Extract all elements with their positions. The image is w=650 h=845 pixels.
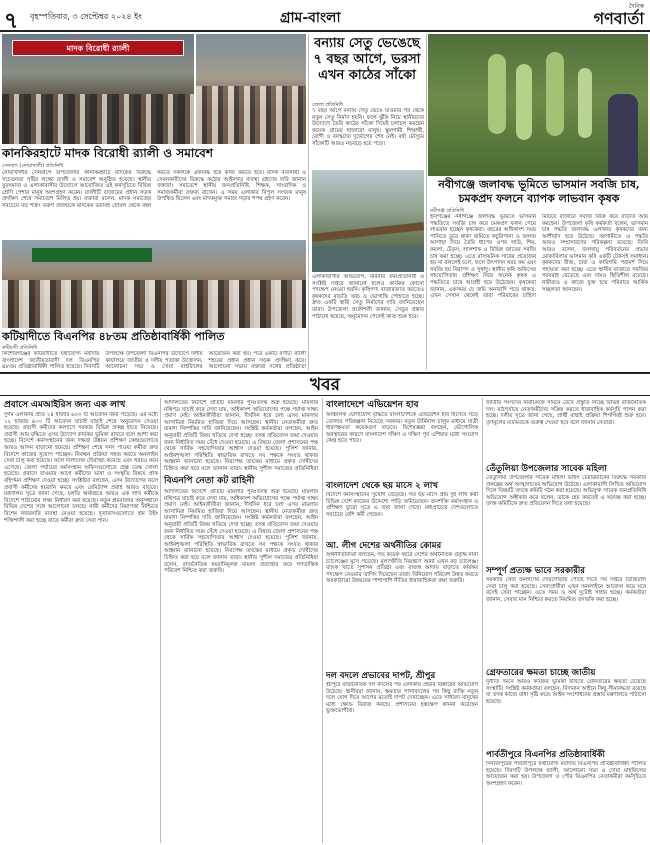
news-col4-sub2-body: সরকারি সেবা জনগণের দোরগোড়ায় পৌঁছে দিতে সব দপ্তরে ডিজিটাল সেবা চালু করা হয়েছে। সেবাপ্রার্থীরা এখন অনলাইনে আবেদন করে ঘরে বসেই সেবা পাচ্ছেন। এতে সময় ও অর্থ দুটোই সাশ্রয় হচ্ছে। কর্মকর্তারা জানান, সেবার মান নিশ্চিত করতে নিয়মিত তদারকি করা হচ্ছে। <box>486 577 646 603</box>
gourd-2 <box>516 64 532 140</box>
news-col3-sub2-headline: আ. লীগ দেশের অর্থনীতির কোমর <box>326 541 442 551</box>
column-divider <box>322 398 323 843</box>
news-col2-lead: আদালতের নির্দেশে প্রতিটি মামলার পুনঃতদন্ত শুরু হয়েছে। মামলার নথিপত্র যাচাই করে দেখা যায়, অধিকাংশ অভিযোগের পক্ষে পর্যাপ্ত সাক্ষ্য প্রমাণ নেই। আইনজীবীরা জানান, দীর্ঘদিন ধরে চলা এসব মামলায় আসামিরা নিয়মিত হাজিরা দিয়ে আসছেন। স্থানীয় নেতাকর্মীরা দ্রুত মামলা নিষ্পত্তির দাবি জানিয়েছেন। সংশ্লিষ্ট কর্মকর্তারা বলছেন, আইন অনুযায়ী প্রতিটি বিষয় খতিয়ে দেখা হচ্ছে। তদন্ত প্রতিবেদন জমা দেওয়ার জন্য নির্ধারিত সময় বেঁধে দেওয়া হয়েছে। এ বিষয়ে জেলা প্রশাসনের পক্ষ থেকে সার্বিক সহযোগিতার আশ্বাস দেওয়া হয়েছে। পুলিশ জানায়, আইনশৃঙ্খলা পরিস্থিতি স্বাভাবিক রাখতে সব পক্ষকে সংযত থাকার আহ্বান জানানো হয়েছে। নিরপেক্ষ তদন্তের মাধ্যমে প্রকৃত দোষীদের চিহ্নিত করা হবে বলে জানান তারা। স্থানীয় সুশীল সমাজের প্রতিনিধিরা <box>164 400 318 472</box>
rally-photo <box>2 34 194 144</box>
news-col4-sub4-headline: পার্বতীপুরে বিএনপির প্রতিষ্ঠাবার্ষিকী <box>486 750 605 760</box>
bridge-body-bottom: এলাকাবাসীর অভিযোগ, বারবার জনপ্রতিনিধি ও সংশ্লিষ্ট দপ্তরে জানানো হলেও কার্যকর কোনো পদক্ষেপ নেওয়া হয়নি। কৃষিপণ্য বাজারজাত করতেও কৃষকদের বাড়তি খরচ ও ভোগান্তি পোহাতে হচ্ছে। দ্রুত একটি স্থায়ী সেতু নির্মাণের দাবি জানিয়েছেন তারা। উপজেলা প্রকৌশলী জানান, সেতুর প্রস্তাব পাঠানো হয়েছে, অনুমোদন পেলেই কাজ শুরু হবে। <box>312 274 424 320</box>
news-col4-sub1-headline: তেঁতুলিয়া উপজেলার সাবেক মহিলা <box>486 464 607 474</box>
news-col4-sub1-body: তেঁতুলিয়া উপজেলার সাবেক মহিলা ভাইস চেয়ারম্যানের বিরুদ্ধে সরকারি প্রকল্পের অর্থ আত্মসাতের অভিযোগ উঠেছে। এলাকাবাসী লিখিত অভিযোগ দিলে বিষয়টি তদন্তে কমিটি গঠন করা হয়েছে। অভিযুক্ত সাবেক জনপ্রতিনিধি অভিযোগ অস্বীকার করে বলেন, তাকে হেয় করতেই এ ষড়যন্ত্র করা হচ্ছে। তদন্ত কমিটিকে দ্রুত প্রতিবেদন দিতে বলা হয়েছে। <box>486 475 646 508</box>
vegetable-photo <box>428 34 648 176</box>
rally-headline: কানকিরহাটে মাদক বিরোধী র‍্যালী ও সমাবেশ <box>2 146 213 160</box>
news-col4-sub3-headline: গ্রেফতারের ক্ষমতা চাচ্ছে জাতীয় <box>486 668 596 678</box>
bridge-planks <box>312 222 424 242</box>
bridge-byline: জেলা প্রতিনিধি <box>312 102 343 108</box>
bnp-body: কিশোরগঞ্জের কটিয়াদীতে যথাযোগ্য মর্যাদায় বাংলাদেশ জাতীয়তাবাদী দল বিএনপির ৪৮তম প্রতিষ্ঠাবার্ষিকী পালিত হয়েছে। দিবসটি উপলক্ষে উপজেলা বিএনপির উদ্যোগে দলীয় কার্যালয়ে জাতীয় ও দলীয় পতাকা উত্তোলন, আলোচনা সভা ও দোয়া মাহফিলের আয়োজন করা হয়। পরে একটি বর্ণাঢ্য র‍্যালী শহরের প্রধান প্রধান সড়ক প্রদক্ষিণ করে। আলোচনা সভায় বক্তারা দলের প্রতিষ্ঠাতা <box>2 351 306 371</box>
bnp-headline: কটিয়াদীতে বিএনপির ৪৮তম প্রতিষ্ঠাবার্ষিকী পালিত <box>2 330 225 343</box>
bnp-crowd <box>2 280 306 328</box>
bnp-rally-photo <box>2 240 306 328</box>
news-col4-sub4-body: দিনাজপুরের পার্বতীপুরে যথাযোগ্য মর্যাদায় বিএনপির প্রতিষ্ঠাবার্ষিকী পালিত হয়েছে। দিবসটি উপলক্ষে র‍্যালী, আলোচনা সভা ও দোয়া মাহফিলের আয়োজন করা হয়। উপজেলা ও পৌর বিএনপির নেতাকর্মীরা কর্মসূচিতে অংশগ্রহণ করেন। <box>486 761 646 787</box>
news-section-title: খবর <box>310 375 340 395</box>
news-col4-sub2-headline: সম্পূর্ণ প্রত্যক্ষ ভাবে সরকারীর <box>486 566 585 576</box>
news-col3-sub3-headline: দল বদলে প্রভাবের দাপট, শ্রীপুর <box>326 671 436 681</box>
bridge-water <box>312 246 424 272</box>
gourd-4 <box>578 68 592 138</box>
page-header <box>0 0 650 32</box>
rally-crowd-2 <box>196 86 306 144</box>
section-title: গ্রাম-বাংলা <box>280 10 341 26</box>
rally-photo-2 <box>196 34 306 144</box>
news-col4-sub3-body: দুর্নীতি দমনে আরও কার্যকর ভূমিকা রাখতে গ্রেফতারের ক্ষমতা চেয়েছে সংস্থাটি। সংশ্লিষ্ট কর্মকর্তারা বলছেন, বিদ্যমান আইনে কিছু সীমাবদ্ধতা রয়েছে যা তদন্ত কাজে বাধা সৃষ্টি করে। আইন সংশোধনের প্রস্তাব মন্ত্রণালয়ে পাঠানো হয়েছে। <box>486 679 646 705</box>
rally-crowd <box>2 94 194 144</box>
news-col4-body: জাতীয় সংসদের নির্বাচনকে সামনে রেখে প্রস্তুতি নিচ্ছে বিভিন্ন রাজনৈতিক দল। মাঠপর্যায়ে নেতাকর্মীদের সক্রিয় করতে ধারাবাহিক কর্মসূচি পালন করা হচ্ছে। দলীয় সূত্রে জানা গেছে, প্রার্থী বাছাই প্রক্রিয়া শিগগিরই শুরু হবে। তৃণমূলের মতামতকে গুরুত্ব দেওয়া হবে বলে জানান নেতারা। <box>486 400 646 426</box>
vegetable-body: হবিগঞ্জের নবীগঞ্জে জলাবদ্ধ ভূমিতে ভাসমান পদ্ধতিতে সবজি চাষ করে চমকপ্রদ ফলন পেয়ে লাভবান হচ্ছেন কৃষকেরা। বছরের অধিকাংশ সময় পানিতে ডুবে থাকা জমিতে কচুরিপানা ও জলজ আগাছা দিয়ে তৈরি ধাপের ওপর লাউ, শিম, করলা, ঢেঁড়স, লালশাক ও বিভিন্ন জাতের সবজি চাষ করা হচ্ছে। এতে রাসায়নিক সারের প্রয়োজন হয় না বললেই চলে, ফলে উৎপাদন খরচ কম এবং সবজি হয় নিরাপদ ও সুস্বাদু। স্থানীয় কৃষি অফিসের সহযোগিতায় প্রশিক্ষণ নিয়ে অনেক কৃষক এ পদ্ধতিতে চাষে আগ্রহী হয়ে উঠেছেন। কৃষকেরা জানান, একসময় যে জমি অনাবাদি পড়ে থাকত, এখন সেখান থেকেই তারা পরিবারের চাহিদা মিটিয়ে বাজারে সবজি বিক্রি করে বাড়তি আয় করছেন। উপজেলা কৃষি কর্মকর্তা বলেন, ভাসমান চাষ পদ্ধতি জলাবদ্ধ এলাকার কৃষকদের জন্য আশীর্বাদ হয়ে উঠেছে। আগামীতে এ পদ্ধতি আরও সম্প্রসারণের পরিকল্পনা রয়েছে। তিনি আরও বলেন, জলবায়ু পরিবর্তনের প্রভাব মোকাবিলায় ভাসমান কৃষি একটি টেকসই সমাধান। কৃষকদের বীজ, চারা ও কারিগরি পরামর্শ দিয়ে সহায়তা করা হচ্ছে। এতে স্থানীয় বাজারে সবজির সরবরাহ বেড়েছে এবং দামও স্থিতিশীল রয়েছে। নারীরাও এ কাজে যুক্ত হয়ে পরিবারে আর্থিক সচ্ছলতা আনছেন। <box>430 214 648 300</box>
news-col3-sub1-headline: বাংলাদেশ থেকে ছয় মাসে ২ লাখ <box>326 481 438 491</box>
news-col3-body: আঞ্চলিক যোগাযোগ বৃদ্ধিতে বাংলাদেশকে এভিয়েশন হাব হিসেবে গড়ে তোলার পরিকল্পনা নিয়েছে সরকার। নতুন টার্মিনাল চালুর মাধ্যমে যাত্রী ধারণক্ষমতা কয়েকগুণ বাড়বে। বিশেষজ্ঞরা বলছেন, ভৌগোলিক অবস্থানের কারণে বাংলাদেশ দক্ষিণ ও দক্ষিণ পূর্ব এশিয়ার মধ্যে সংযোগ কেন্দ্র হতে পারে। <box>326 412 478 445</box>
page-number: ৭ <box>4 8 19 34</box>
column-divider <box>482 398 483 843</box>
rally-body: নোয়াখালীর সেনবাগে উপজেলার কানকিরহাটে মাদকের বিরুদ্ধে সচেতনতা সৃষ্টির লক্ষ্যে র‍্যালী ও সমাবেশ অনুষ্ঠিত হয়েছে। স্থানীয় যুবসমাজ ও এলাকাবাসীর উদ্যোগে আয়োজিত এই কর্মসূচিতে বিভিন্ন শ্রেণি পেশার মানুষ অংশগ্রহণ করেন। র‍্যালীটি বাজারের প্রধান সড়ক প্রদক্ষিণ শেষে সমাবেশে মিলিত হয়। বক্তারা বলেন, মাদক সমাজের সবচেয়ে বড় শত্রু। তরুণ প্রজন্মকে মাদকের ভয়াবহ ছোবল থেকে রক্ষা করতে সকলকে ঐক্যবদ্ধ হয়ে কাজ করতে হবে। মাদক ব্যবসায়ী ও সেবনকারীদের বিরুদ্ধে কঠোর আইনগত ব্যবস্থা গ্রহণের দাবি জানান বক্তারা। সমাবেশে স্থানীয় জনপ্রতিনিধি, শিক্ষক, সাংবাদিক ও সমাজকর্মীরা বক্তব্য রাখেন। এ সময় এলাকার বিপুল সংখ্যক মানুষ উপস্থিত ছিলেন এবং মাদকমুক্ত সমাজ গড়ার শপথ গ্রহণ করেন। <box>2 170 306 209</box>
rally-banner: মাদক বিরোধী র‍্যালী <box>12 40 184 56</box>
news-col2-headline: বিএনপি নেতা কট রাহিনী <box>164 476 255 486</box>
newspaper-logo <box>578 3 644 29</box>
column-divider <box>426 34 427 370</box>
news-col1-body: দুর্গম এলাকায় প্রতি ২৪ হাজার ৬০০ টি আবেদন জমা পড়েছে। এর মধ্যে ১২ হাজার ৪০০ টি আবেদন যাচাই বাছাই শেষে অনুমোদন দেওয়া হয়েছে। প্রবাসী কর্মীদের কল্যাণে সরকার বিভিন্ন প্রকল্প হাতে নিয়েছে। প্রবাসী আয় বৃদ্ধিতে এসব উদ্যোগ কার্যকর ভূমিকা রাখবে বলে আশা করা হচ্ছে। বিদেশে কর্মসংস্থানের জন্য দক্ষতা উন্নয়ন প্রশিক্ষণ কেন্দ্রগুলোতে আরও আসন বাড়ানো হয়েছে। প্রশিক্ষণ শেষে সনদ পাওয়া কর্মীরা দ্রুত বিদেশে কাজের সুযোগ পাচ্ছেন। নিবন্ধন প্রক্রিয়া সহজ করতে অনলাইন সেবা চালু করা হয়েছে। ফলে দালালের দৌরাত্ম্য কমেছে এবং খরচও কমে এসেছে। জেলা পর্যায়ের কর্মসংস্থান অফিসগুলোতে হেল্প ডেস্ক খোলা হয়েছে। প্রবাসে যাওয়ার আগে কর্মীদের ভাষা ও সংস্কৃতি বিষয়ে প্রাক বহির্গমন প্রশিক্ষণ দেওয়া হচ্ছে। সংশ্লিষ্টরা বলছেন, এসব উদ্যোগের ফলে প্রবাসী কর্মীদের হয়রানি কমবে এবং রেমিট্যান্স প্রবাহ আরও বাড়বে। মন্ত্রণালয় সূত্রে জানা গেছে, চলতি অর্থবছরে আরও এক লাখ কর্মীকে বিদেশে পাঠানোর লক্ষ্য নির্ধারণ করা হয়েছে। নতুন শ্রমবাজার অনুসন্ধানে বিভিন্ন দেশের সঙ্গে আলোচনা চলছে। নারী কর্মীদের নিরাপত্তা নিশ্চিতে বিশেষ নজরদারি ব্যবস্থা নেওয়া হয়েছে। দূতাবাসগুলোতে শ্রম উইং শক্তিশালী করা হচ্ছে যাতে কর্মীরা দ্রুত সেবা পান। <box>4 412 158 524</box>
news-col1-headline: প্রবাসে এমআইরিস জন্য এক লাখ <box>4 400 126 410</box>
news-col3-sub1-body: বিদেশে কর্মসংস্থানের সুযোগ বেড়েছে। গত ছয় মাসে প্রায় দুই লাখ কর্মী বিভিন্ন দেশে কাজের উদ্দেশ্যে পাড়ি জমিয়েছেন। জনশক্তি কর্মসংস্থান ও প্রশিক্ষণ ব্যুরো সূত্রে এ তথ্য জানা গেছে। মধ্যপ্রাচ্যের দেশগুলোতে সবচেয়ে বেশি কর্মী গেছেন। <box>326 492 478 518</box>
bridge-body-top: ৭ বছর আগে বন্যায় সেতু ভেঙে যাওয়ার পর থেকে নতুন সেতু নির্মাণ হয়নি। ফলে ঝুঁকি নিয়ে স্থানীয়দের উদ্যোগে তৈরি কাঠের সাঁকো দিয়েই চলাচল করছেন কয়েক গ্রামের হাজারো মানুষ। স্কুলগামী শিক্ষার্থী, রোগী ও বয়স্কদের দুর্ভোগের শেষ নেই। বর্ষা মৌসুমে সাঁকোটি আরও নড়বড়ে হয়ে পড়ে। <box>312 108 424 147</box>
gourd-3 <box>546 52 564 136</box>
gourd-1 <box>488 54 506 134</box>
brand-name: গণবার্তা <box>593 9 644 28</box>
news-section-banner <box>0 372 650 396</box>
column-divider <box>308 34 309 370</box>
bnp-banner <box>32 248 152 262</box>
news-col3-headline: বাংলাদেশে এভিয়েশন হাব <box>326 400 419 410</box>
bridge-photo <box>312 170 424 272</box>
bnp-byline: কটিয়াদী প্রতিনিধি <box>2 345 38 351</box>
bridge-headline: বন্যায় সেতু ভেঙেছে ৭ বছর আগে, ভরসা এখন কাঠের সাঁকো <box>313 36 421 83</box>
vegetable-headline: নবীগঞ্জে জলাবদ্ধ ভূমিতে ভাসমান সবজি চাষ, চমকপ্রদ ফলনে ব্যাপক লাভবান কৃষক <box>438 178 640 205</box>
news-col3-sub3-body: শ্রীপুরে রাজনৈতিক দল বদলের পর এলাকায় প্রভাব বিস্তারের অভিযোগ উঠেছে। স্থানীয়রা জানান, ক্ষমতার পালাবদলের পর কিছু ব্যক্তি নতুন দলে যোগ দিয়ে আগের মতোই দাপট দেখাচ্ছেন। এতে সাধারণ মানুষের মধ্যে ক্ষোভ বিরাজ করছে। প্রশাসনের হস্তক্ষেপ কামনা করেছেন ভুক্তভোগীরা। <box>326 682 478 715</box>
news-col3-sub2-body: অর্থনীতিবিদরা বলছেন, গত কয়েক বছরে দেশের অর্থনৈতিক প্রবৃদ্ধি নানা চ্যালেঞ্জের মুখে পড়েছে। মূল্যস্ফীতি নিয়ন্ত্রণে আনা এখন বড় চ্যালেঞ্জ। ব্যাংক খাতে সুশাসন প্রতিষ্ঠা এবং রাজস্ব আদায় বাড়াতে কার্যকর পদক্ষেপ নেওয়ার তাগিদ দিয়েছেন তারা। বিনিয়োগ পরিবেশ উন্নত করতে অবকাঠামো উন্নয়নের পাশাপাশি নীতির ধারাবাহিকতা রক্ষা জরুরি। <box>326 552 478 585</box>
column-divider <box>160 398 161 843</box>
news-col2-body: আদালতের নির্দেশে প্রতিটি মামলার পুনঃতদন্ত শুরু হয়েছে। মামলার নথিপত্র যাচাই করে দেখা যায়, অধিকাংশ অভিযোগের পক্ষে পর্যাপ্ত সাক্ষ্য প্রমাণ নেই। আইনজীবীরা জানান, দীর্ঘদিন ধরে চলা এসব মামলায় আসামিরা নিয়মিত হাজিরা দিয়ে আসছেন। স্থানীয় নেতাকর্মীরা দ্রুত মামলা নিষ্পত্তির দাবি জানিয়েছেন। সংশ্লিষ্ট কর্মকর্তারা বলছেন, আইন অনুযায়ী প্রতিটি বিষয় খতিয়ে দেখা হচ্ছে। তদন্ত প্রতিবেদন জমা দেওয়ার জন্য নির্ধারিত সময় বেঁধে দেওয়া হয়েছে। এ বিষয়ে জেলা প্রশাসনের পক্ষ থেকে সার্বিক সহযোগিতার আশ্বাস দেওয়া হয়েছে। পুলিশ জানায়, আইনশৃঙ্খলা পরিস্থিতি স্বাভাবিক রাখতে সব পক্ষকে সংযত থাকার আহ্বান জানানো হয়েছে। নিরপেক্ষ তদন্তের মাধ্যমে প্রকৃত দোষীদের চিহ্নিত করা হবে বলে জানান তারা। স্থানীয় সুশীল সমাজের প্রতিনিধিরা বলেন, রাজনৈতিক হয়রানিমূলক মামলা প্রত্যাহার করে গণতান্ত্রিক পরিবেশ নিশ্চিত করা জরুরি। <box>164 489 318 575</box>
publication-date: বৃহস্পতিবার, ৩ সেপ্টেম্বর ২০২৪ ইং <box>30 12 142 21</box>
vegetable-byline: নবীগঞ্জ প্রতিনিধি <box>430 208 464 214</box>
rally-byline: সেনবাগ (নোয়াখালী) প্রতিনিধি <box>2 163 64 169</box>
brand-prefix: দৈনিক <box>628 3 644 10</box>
farmer-figure <box>608 94 638 176</box>
